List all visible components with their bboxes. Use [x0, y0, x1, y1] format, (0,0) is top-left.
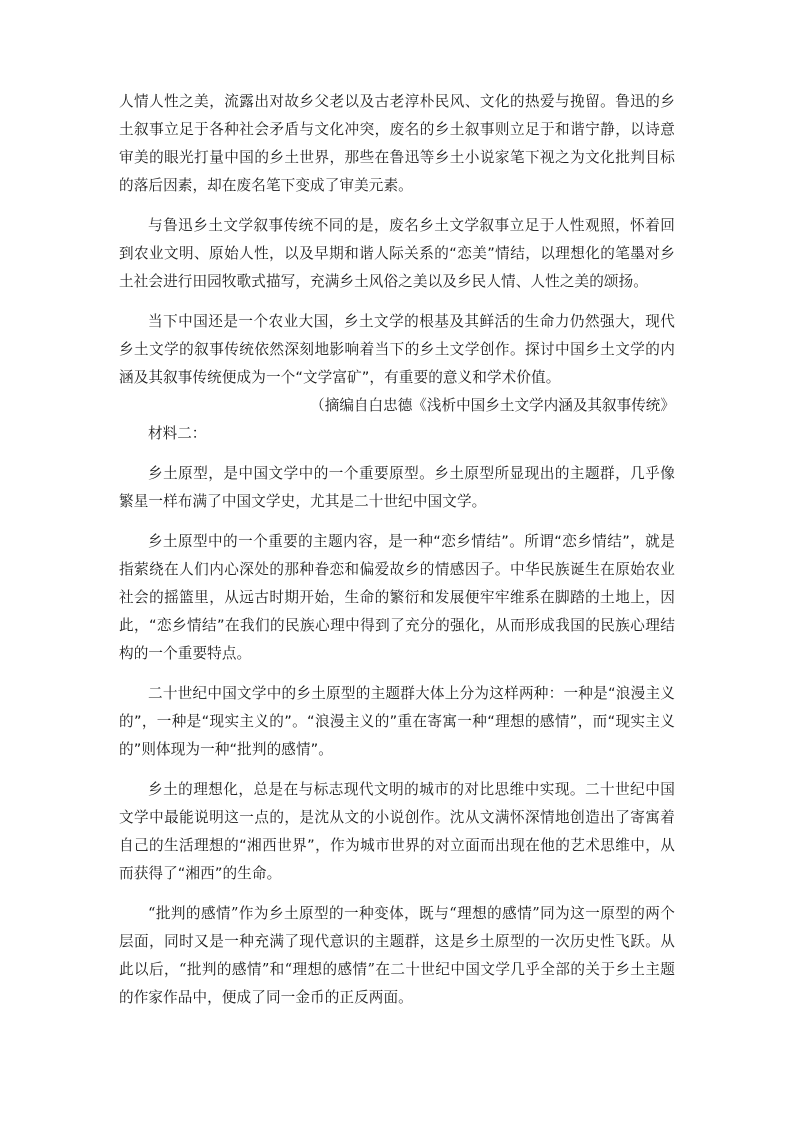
paragraph-two-themes: 二十世纪中国文学中的乡土原型的主题群大体上分为这样两种：一种是“浪漫主义的”，一种是“现实主义的”。“浪漫主义的”重在寄寓一种“理想的感情”，而“现实主义的”则体现为一种“批判的感情”。: [119, 685, 675, 758]
paragraph-idealization: 乡土的理想化，总是在与标志现代文明的城市的对比思维中实现。二十世纪中国文学中最能说明这一点的，是沈从文的小说创作。沈从文满怀深情地创造出了寄寓着自己的生活理想的“湘西世界”，作为城市世界的对立面而出现在他的艺术思维中，从而获得了“湘西”的生命。: [119, 781, 675, 882]
paragraph-continuation: 人情人性之美，流露出对故乡父老以及古老淳朴民风、文化的热爱与挽留。鲁迅的乡土叙事立足于各种社会矛盾与文化冲突，废名的乡土叙事则立足于和谐宁静，以诗意审美的眼光打量中国的乡土世界，那些在鲁迅等乡土小说家笔下视之为文化批判目标的落后因素，却在废名笔下变成了审美元素。: [119, 93, 675, 194]
source-citation: （摘编自白忠德《浅析中国乡土文学内涵及其叙事传统》: [310, 397, 675, 414]
material-two-label: 材料二：: [148, 425, 207, 442]
document-page: [119, 88, 675, 1012]
paragraph-critical-feeling: “批判的感情”作为乡土原型的一种变体，既与“理想的感情”同为这一原型的两个层面，同时又是一种充满了现代意识的主题群，这是乡土原型的一次历史性飞跃。从此以后，“批判的感情”和“理想的感情”在二十世纪中国文学几乎全部的关于乡土主题的作家作品中，便成了同一金币的正反两面。: [119, 905, 675, 1006]
paragraph-rural-archetype: 乡土原型，是中国文学中的一个重要原型。乡土原型所显现出的主题群，几乎像繁星一样布满了中国文学史，尤其是二十世纪中国文学。: [119, 465, 675, 510]
paragraph-homesick-complex: 乡土原型中的一个重要的主题内容，是一种“恋乡情结”。所谓“恋乡情结”，就是指萦绕在人们内心深处的那种眷恋和偏爱故乡的情感因子。中华民族诞生在原始农业社会的摇篮里，从远古时期开始，生命的繁衍和发展便牢牢维系在脚踏的土地上，因此，“恋乡情结”在我们的民族心理中得到了充分的强化，从而形成我国的民族心理结构的一个重要特点。: [119, 533, 675, 662]
paragraph-contemporary-china: 当下中国还是一个农业大国，乡土文学的根基及其鲜活的生命力仍然强大，现代乡土文学的叙事传统依然深刻地影响着当下的乡土文学创作。探讨中国乡土文学的内涵及其叙事传统便成为一个“文学富矿”，有重要的意义和学术价值。: [119, 313, 675, 386]
paragraph-lu-xun-contrast: 与鲁迅乡土文学叙事传统不同的是，废名乡土文学叙事立足于人性观照，怀着回到农业文明、原始人性，以及早期和谐人际关系的“恋美”情结，以理想化的笔墨对乡土社会进行田园牧歌式描写，充满乡土风俗之美以及乡民人情、人性之美的颂扬。: [119, 217, 675, 290]
